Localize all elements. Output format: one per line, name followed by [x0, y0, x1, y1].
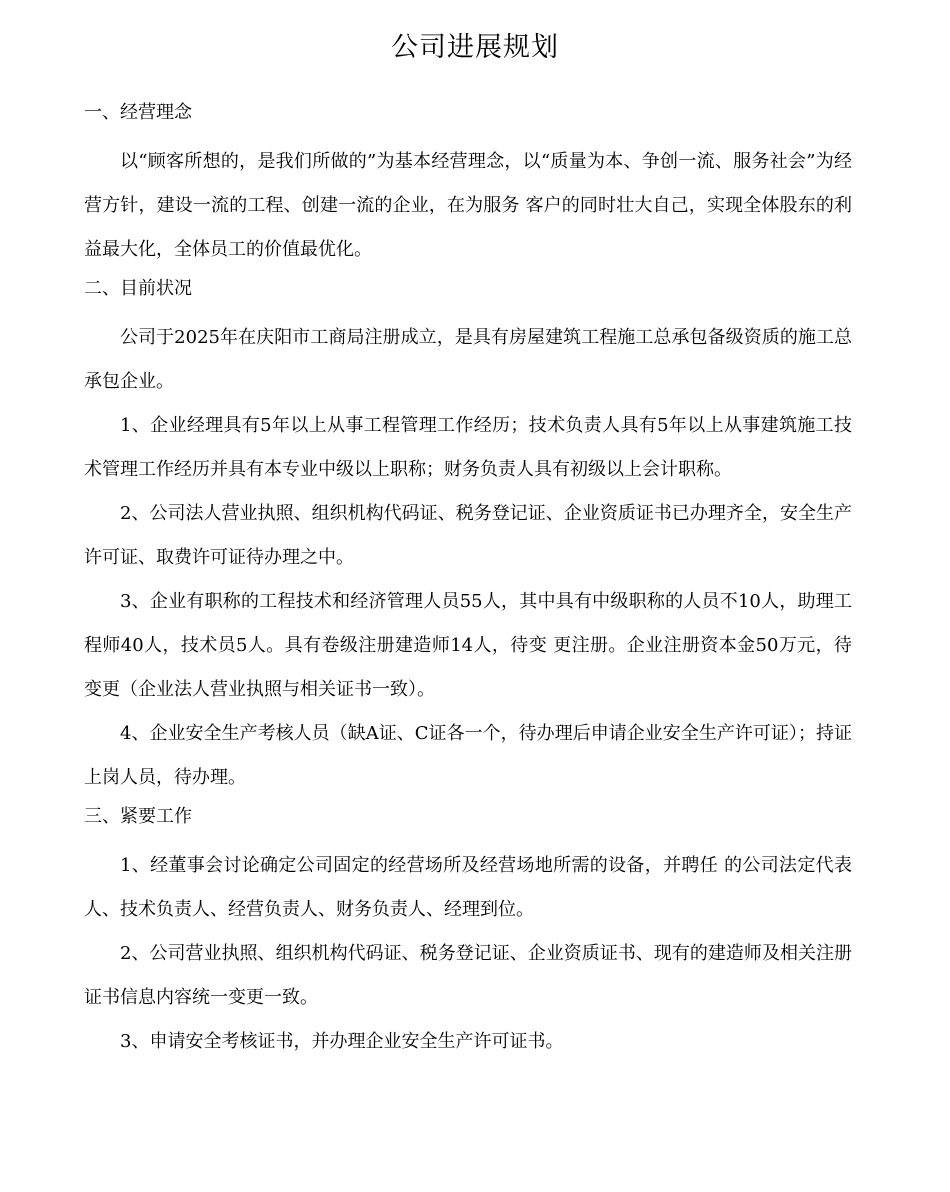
- section-current-status: [84, 272, 852, 800]
- paragraph: 1、经董事会讨论确定公司固定的经营场所及经营场地所需的设备，并聘任 的公司法定代表人、技术负责人、经营负责人、财务负责人、经理到位。: [84, 855, 852, 920]
- paragraph: 以“顾客所想的，是我们所做的”为基本经营理念，以“质量为本、争创一流、服务社会”为经营方针，建设一流的工程、创建一流的企业，在为服务 客户的同时壮大自己，实现全体股东的利益最大化，全体员工的价值最优化。: [84, 151, 852, 260]
- section-heading: 二、目前状况: [84, 278, 192, 299]
- paragraph: 3、企业有职称的工程技术和经济管理人员55人，其中具有中级职称的人员不10人，助理工程师40人，技术员5人。具有卷级注册建造师14人，待变 更注册。企业注册资本金50万元，待变更（企业法人营业执照与相关证书一致）。: [84, 591, 852, 700]
- document-title: 公司进展规划: [391, 32, 559, 63]
- section-key-work: [84, 800, 852, 1064]
- section-heading: 三、紧要工作: [84, 806, 192, 827]
- paragraph: 3、申请安全考核证书，并办理企业安全生产许可证书。: [120, 1031, 564, 1052]
- paragraph: 2、公司营业执照、组织机构代码证、税务登记证、企业资质证书、现有的建造师及相关注册证书信息内容统一变更一致。: [84, 943, 852, 1008]
- paragraph: 公司于2025年在庆阳市工商局注册成立，是具有房屋建筑工程施工总承包备级资质的施工总承包企业。: [84, 327, 852, 392]
- paragraph: 1、企业经理具有5年以上从事工程管理工作经历；技术负责人具有5年以上从事建筑施工技术管理工作经历并具有本专业中级以上职称；财务负责人具有初级以上会计职称。: [84, 415, 852, 480]
- section-business-philosophy: [84, 96, 852, 272]
- paragraph: 2、公司法人营业执照、组织机构代码证、税务登记证、企业资质证书已办理齐全，安全生产许可证、取费许可证待办理之中。: [84, 503, 852, 568]
- paragraph: 4、企业安全生产考核人员（缺A证、C证各一个，待办理后申请企业安全生产许可证）；持证上岗人员，待办理。: [84, 723, 852, 788]
- section-heading: 一、经营理念: [84, 102, 192, 123]
- document-body: [84, 96, 852, 1064]
